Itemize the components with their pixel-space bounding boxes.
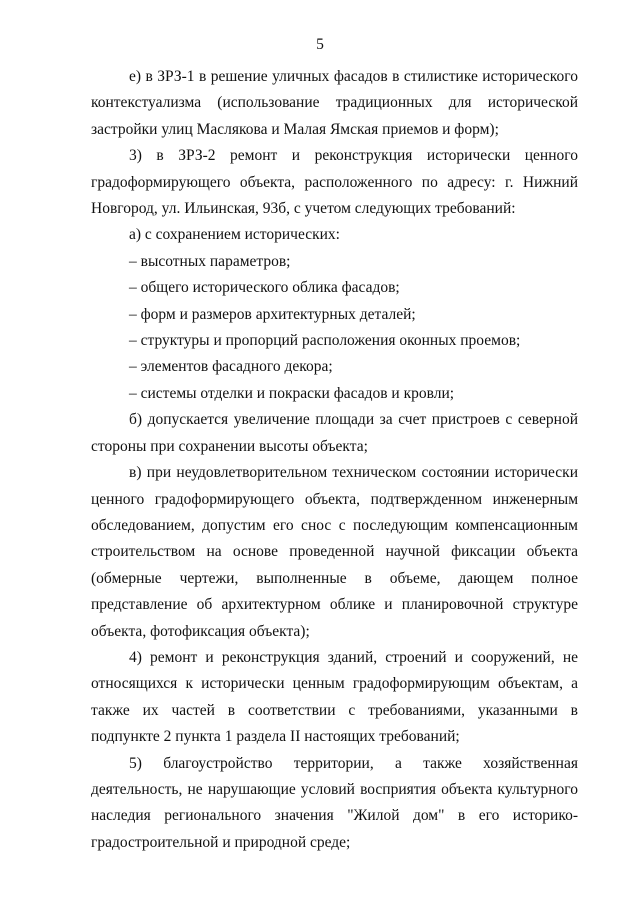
list-item-windows: – структуры и пропорций расположения оконных проемов; (129, 332, 521, 350)
list-item-facade-look: – общего исторического облика фасадов; (129, 279, 400, 297)
list-item-finish: – системы отделки и покраски фасадов и кровли; (129, 384, 455, 402)
paragraph-3-zrz2: 3) в ЗРЗ-2 ремонт и реконструкция исторически ценного градоформирующего объекта, расположенного по адресу: г. Нижний Новгород, ул. Ильинская, 93б, с учетом следующих требований: (91, 147, 578, 218)
paragraph-b-extension: б) допускается увеличение площади за счет пристроев с северной стороны при сохранении высоты объекта; (91, 411, 578, 455)
list-item-height: – высотных параметров; (129, 252, 291, 270)
list-item-decor: – элементов фасадного декора; (129, 358, 333, 376)
page-number: 5 (316, 36, 324, 53)
paragraph-v-demolition: в) при неудовлетворительном техническом состоянии исторически ценного градоформирующего объекта, подтвержденном инженерным обследованием, допустим его снос с последующим компенсационным строительством на основе проведенной научной фиксации объекта (обмерные чертежи, выполненные в объеме, дающем полное представление об архитектурном облике и планировочной структуре объекта, фотофиксация объекта); (91, 464, 578, 640)
list-item-details: – форм и размеров архитектурных деталей; (129, 305, 416, 323)
paragraph-4-repair: 4) ремонт и реконструкция зданий, строений и сооружений, не относящихся к исторически ценным градоформирующим объектам, а также их частей в соответствии с требованиями, указанными в подпункте 2 пункта 1 раздела II настоящих требований; (91, 648, 578, 746)
paragraph-e-zrz1: е) в ЗРЗ-1 в решение уличных фасадов в стилистике исторического контекстуализма (использование традиционных для исторической застройки улиц Маслякова и Малая Ямская приемов и форм); (91, 68, 578, 138)
paragraph-a-preserve: а) с сохранением исторических: (129, 226, 340, 244)
paragraph-5-landscaping: 5) благоустройство территории, а также хозяйственная деятельность, не нарушающие условий восприятия объекта культурного наследия регионального значения "Жилой дом" в его историко-градостроительной и природной среде; (91, 754, 578, 851)
document-body (91, 64, 578, 856)
